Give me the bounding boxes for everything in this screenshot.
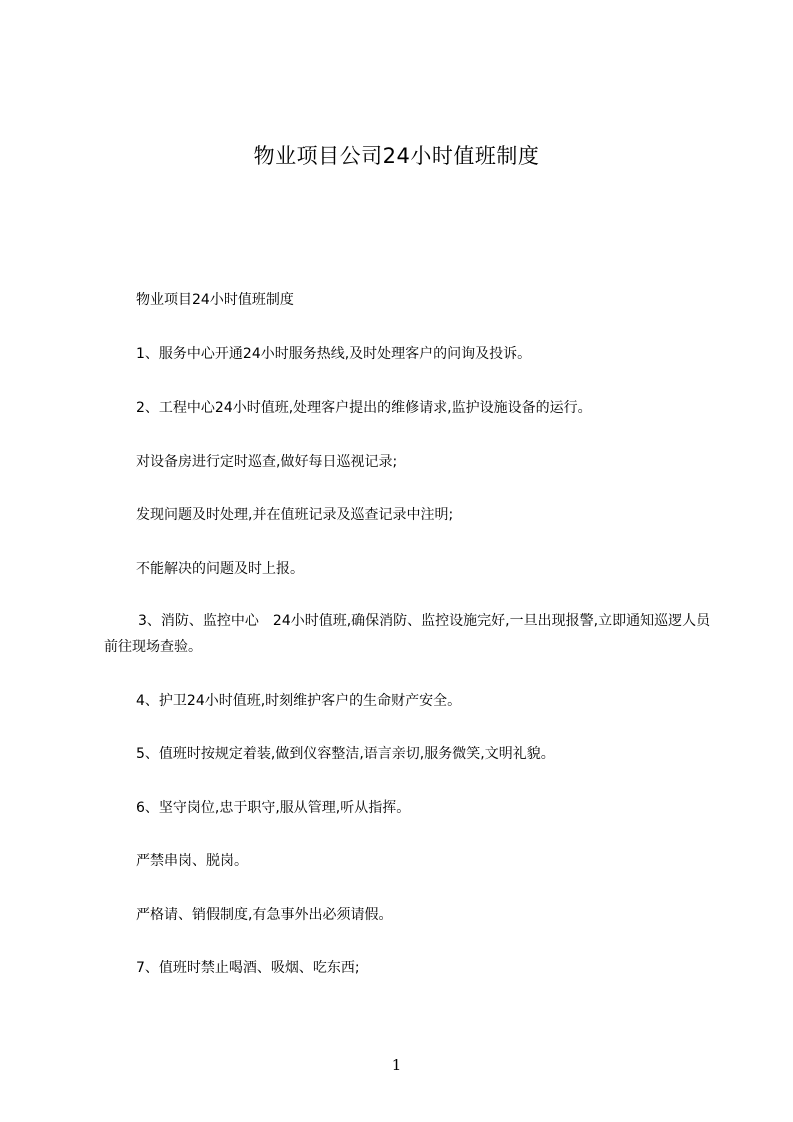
paragraph-item-2-handling: 发现问题及时处理,并在值班记录及巡查记录中注明; [136, 507, 454, 523]
page-number: 1 [391, 1056, 402, 1074]
paragraph-item-6-no-absence: 严禁串岗、脱岗。 [136, 853, 248, 869]
paragraph-item-1: 1、服务中心开通24小时服务热线,及时处理客户的问询及投诉。 [136, 346, 532, 362]
paragraph-item-6: 6、坚守岗位,忠于职守,服从管理,听从指挥。 [136, 800, 411, 816]
paragraph-item-2: 2、工程中心24小时值班,处理客户提出的维修请求,监护设施设备的运行。 [136, 400, 592, 416]
paragraph-item-5: 5、值班时按规定着装,做到仪容整洁,语言亲切,服务微笑,文明礼貌。 [136, 746, 555, 762]
paragraph-item-2-report: 不能解决的问题及时上报。 [136, 561, 304, 577]
paragraph-item-3: 3、消防、监控中心 24小时值班,确保消防、监控设施完好,一旦出现报警,立即通知巡逻人员前往现场查验。 [104, 613, 711, 655]
paragraph-item-7: 7、值班时禁止喝酒、吸烟、吃东西; [136, 960, 360, 976]
paragraph-item-6-leave: 严格请、销假制度,有急事外出必须请假。 [136, 907, 393, 923]
paragraph-subtitle: 物业项目24小时值班制度 [136, 292, 294, 308]
paragraph-item-4: 4、护卫24小时值班,时刻维护客户的生命财产安全。 [136, 693, 462, 709]
paragraph-item-2-inspection: 对设备房进行定时巡查,做好每日巡视记录; [136, 454, 398, 470]
document-title: 物业项目公司24小时值班制度 [253, 144, 540, 168]
